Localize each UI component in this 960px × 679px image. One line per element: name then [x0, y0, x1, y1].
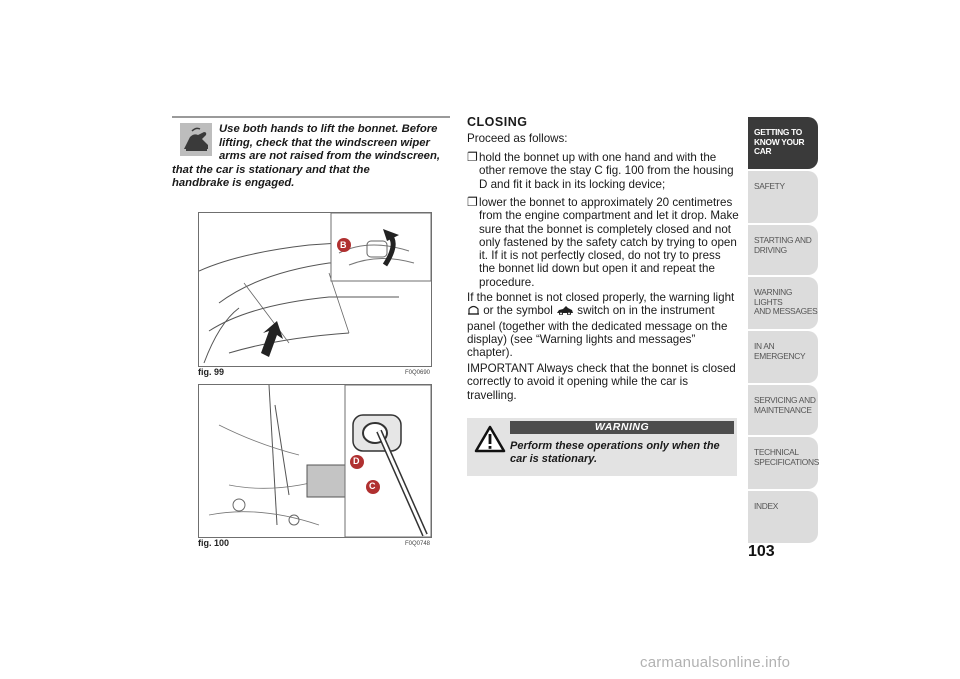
tab-label: AND MESSAGES: [754, 306, 818, 317]
caution-line: lifting, check that the windscreen wiper: [219, 136, 430, 149]
car-bonnet-open-symbol-icon: [556, 305, 574, 318]
tab-label: GETTING TO: [754, 127, 803, 137]
tab-in-an-emergency[interactable]: [748, 331, 818, 383]
figure-label-c: C: [369, 481, 376, 491]
figure-100-code: F0Q0748: [405, 541, 431, 547]
list-item-text: hold the bonnet up with one hand and with the other remove the stay C fig. 100 from the housing D and fit it back in its locking device;: [479, 151, 734, 191]
figure-100-bonnet-stay: [198, 384, 432, 538]
caution-note: [172, 123, 452, 191]
tab-getting-to-know-your-car[interactable]: [748, 117, 818, 169]
warning-header: WARNING: [510, 421, 734, 434]
caution-line: Use both hands to lift the bonnet. Before: [219, 123, 438, 135]
checkbox-bullet-icon: ❐: [467, 150, 478, 164]
checkbox-bullet-icon: ❐: [467, 195, 478, 209]
figure-99-code: F0Q0690: [405, 370, 431, 376]
tab-label: SPECIFICATIONS: [754, 456, 819, 467]
figure-label-b: B: [340, 240, 347, 250]
caution-line: handbrake is engaged.: [172, 177, 295, 190]
tab-label: INDEX: [754, 501, 779, 511]
paragraph-text: switch on in the instrument panel (together with the dedicated message on the display) (see “Warning lights and messages” chapter).: [467, 304, 728, 360]
caution-line: arms are not raised from the windscreen,: [219, 150, 440, 163]
watermark: carmanualsonline.info: [640, 654, 791, 671]
important-paragraph: IMPORTANT Always check that the bonnet is closed correctly to avoid it opening while the car is travelling.: [467, 362, 736, 402]
figure-100-caption: fig. 100: [198, 538, 230, 548]
figure-label-d: D: [353, 456, 360, 466]
caution-line: that the car is stationary and that the: [172, 163, 370, 176]
tab-index[interactable]: [748, 491, 818, 543]
tab-safety[interactable]: [748, 171, 818, 223]
warning-triangle-icon: [474, 425, 506, 453]
tab-label: DRIVING: [754, 244, 787, 255]
paragraph-text: If the bonnet is not closed properly, the warning light: [467, 291, 735, 304]
warning-text: Perform these operations only when the car is stationary.: [510, 440, 720, 466]
section-title: CLOSING: [467, 115, 528, 129]
tab-label: SAFETY: [754, 181, 785, 191]
tab-label: IN AN EMERGENCY: [754, 341, 806, 361]
figure-99-bonnet-lift: [198, 212, 432, 367]
page-number: 103: [748, 543, 775, 560]
list-item: [467, 196, 739, 289]
tab-label: TECHNICAL: [754, 447, 799, 457]
tab-technical-specifications[interactable]: [748, 437, 818, 489]
bonnet-open-warning-light-icon: [467, 305, 480, 319]
tab-label: MAINTENANCE: [754, 404, 812, 415]
tab-servicing-and-maintenance[interactable]: [748, 385, 818, 435]
tab-label: SERVICING AND: [754, 395, 816, 405]
tab-starting-and-driving[interactable]: [748, 225, 818, 275]
tab-label: WARNING LIGHTS: [754, 287, 793, 307]
intro-paragraph: Proceed as follows:: [467, 132, 568, 145]
warning-light-paragraph: [467, 291, 737, 359]
caution-top-rule: [172, 116, 450, 118]
tab-label: KNOW YOUR CAR: [754, 136, 805, 157]
figure-99-caption: fig. 99: [198, 367, 225, 377]
tab-label: STARTING AND: [754, 235, 812, 245]
tab-warning-lights-and-messages[interactable]: [748, 277, 818, 329]
list-item-text: lower the bonnet to approximately 20 centimetres from the engine compartment and let it drop. Make sure that the bonnet is completely closed and not only fastened by the safety catch by trying to open it. If it is not perfectly closed, do not try to press the bonnet lid down but open it and repeat the procedure.: [479, 196, 739, 289]
list-item: [467, 151, 739, 191]
paragraph-text: or the symbol: [483, 304, 553, 318]
